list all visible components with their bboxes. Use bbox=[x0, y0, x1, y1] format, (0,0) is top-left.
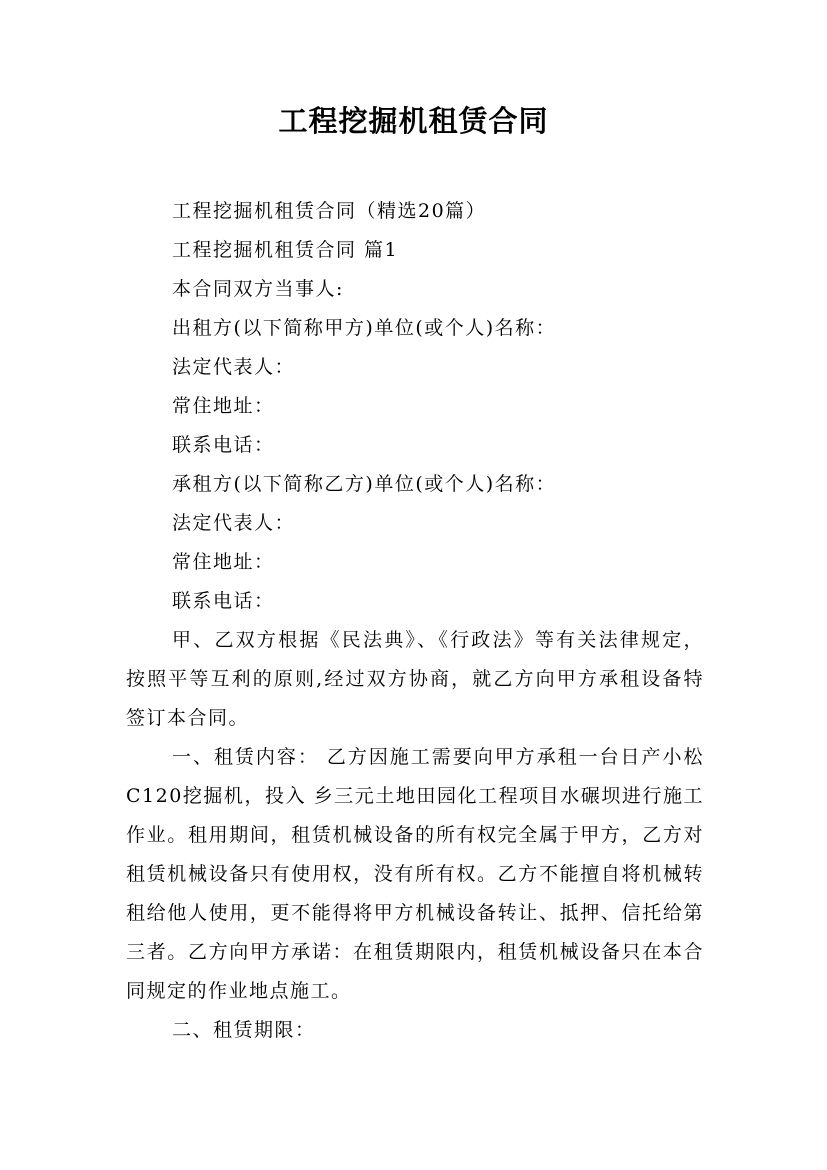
text-line: 联系电话： bbox=[172, 434, 275, 456]
document-body bbox=[126, 192, 704, 1050]
text-line: 工程挖掘机租赁合同（精选20篇） bbox=[172, 200, 487, 222]
text-line: 本合同双方当事人: bbox=[172, 278, 344, 300]
text-line: 工程挖掘机租赁合同 篇1 bbox=[172, 239, 399, 261]
text-line: 出租方(以下简称甲方)单位(或个人)名称： bbox=[172, 317, 557, 339]
text-line: 常住地址： bbox=[172, 395, 275, 417]
document-title: 工程挖掘机租赁合同 bbox=[278, 104, 549, 138]
text-line: 承租方(以下简称乙方)单位(或个人)名称： bbox=[172, 473, 557, 495]
paragraph-lease-content: 一、租赁内容： 乙方因施工需要向甲方承租一台日产小松C120挖掘机，投入 乡三元土地田园化工程项目水碾坝进行施工作业。租用期间，租赁机械设备的所有权完全属于甲方，乙方对租赁机械设备只有使用权，没有所有权。乙方不能擅自将机械转租给他人使用，更不能得将甲方机械设备转让、抵押、信托给第三者。乙方向甲方承诺：在租赁期限内，租赁机械设备只在本合同规定的作业地点施工。 bbox=[126, 746, 704, 1002]
text-line: 联系电话： bbox=[172, 590, 275, 612]
paragraph-lease-term: 二、租赁期限： bbox=[172, 1019, 316, 1041]
text-line: 法定代表人： bbox=[172, 512, 296, 534]
text-line: 法定代表人： bbox=[172, 356, 296, 378]
text-line: 常住地址： bbox=[172, 551, 275, 573]
paragraph-intro: 甲、乙双方根据《民法典》、《行政法》等有关法律规定，按照平等互利的原则,经过双方协商，就乙方向甲方承租设备特签订本合同。 bbox=[126, 629, 704, 729]
